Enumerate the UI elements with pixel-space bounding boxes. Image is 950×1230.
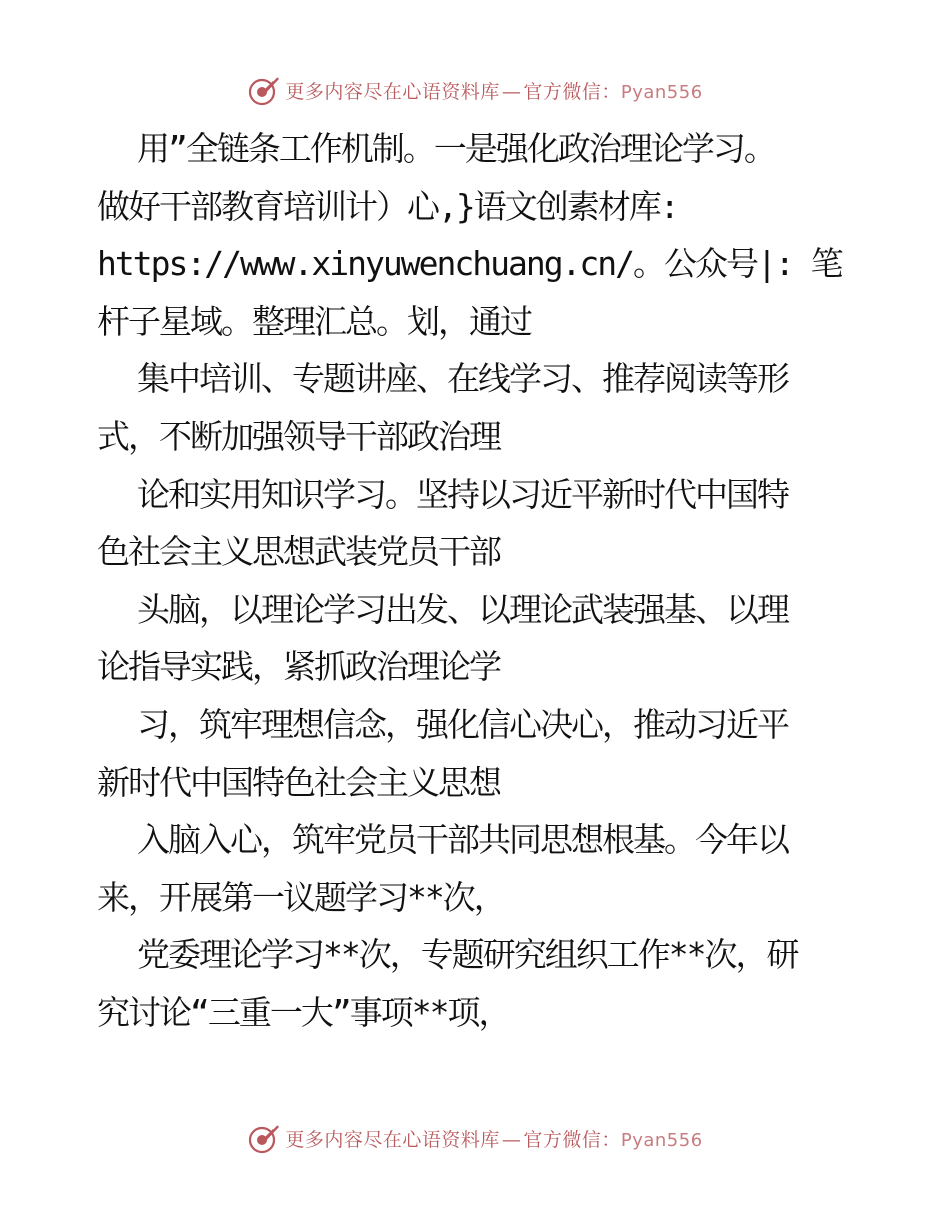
text-line: 来，开展第一议题学习**次，: [97, 877, 505, 917]
text-line: 做好干部教育培训计）心,}语文创素材库:: [97, 186, 678, 226]
watermark-separator: —: [501, 80, 522, 103]
watermark-title: 更多内容尽在心语资料库: [285, 80, 500, 103]
watermark-wechat-id: Pyan556: [620, 81, 703, 103]
footer-watermark: [0, 1118, 950, 1158]
watermark-separator: —: [501, 1128, 522, 1151]
text-line: 论和实用知识学习。坚持以习近平新时代中国特: [137, 474, 788, 514]
watermark-label: 官方微信：: [523, 80, 621, 103]
watermark-title: 更多内容尽在心语资料库: [285, 1128, 500, 1151]
text-line: 式，不断加强领导干部政治理: [97, 416, 500, 456]
text-line: 集中培训、专题讲座、在线学习、推荐阅读等形: [137, 359, 788, 399]
text-line: 头脑，以理论学习出发、以理论武装强基、以理: [137, 589, 788, 629]
text-line: 入脑入心，筑牢党员干部共同思想根基。今年以: [137, 820, 788, 860]
header-watermark: [0, 70, 950, 110]
text-line: 习，筑牢理想信念，强化信心决心，推动习近平: [137, 704, 788, 744]
watermark-label: 官方微信：: [523, 1128, 621, 1151]
text-line: 新时代中国特色社会主义思想: [97, 762, 500, 802]
document-body: [97, 120, 857, 1042]
quill-pen-seal-icon: [247, 73, 281, 107]
text-line: 党委理论学习**次，专题研究组织工作**次，研: [137, 935, 798, 975]
quill-pen-seal-icon: [247, 1121, 281, 1155]
text-line: 色社会主义思想武装党员干部: [97, 532, 500, 572]
text-line: https://www.xinyuwenchuang.cn/。公众号|: 笔: [97, 244, 842, 284]
text-line: 究讨论“三重一大”事项**项，: [97, 992, 510, 1032]
text-line: 论指导实践，紧抓政治理论学: [97, 647, 500, 687]
watermark-wechat-id: Pyan556: [620, 1129, 703, 1151]
text-line: 杆子星域。整理汇总。划，通过: [97, 301, 531, 341]
text-line: 用”全链条工作机制。一是强化政治理论学习。: [137, 129, 775, 168]
